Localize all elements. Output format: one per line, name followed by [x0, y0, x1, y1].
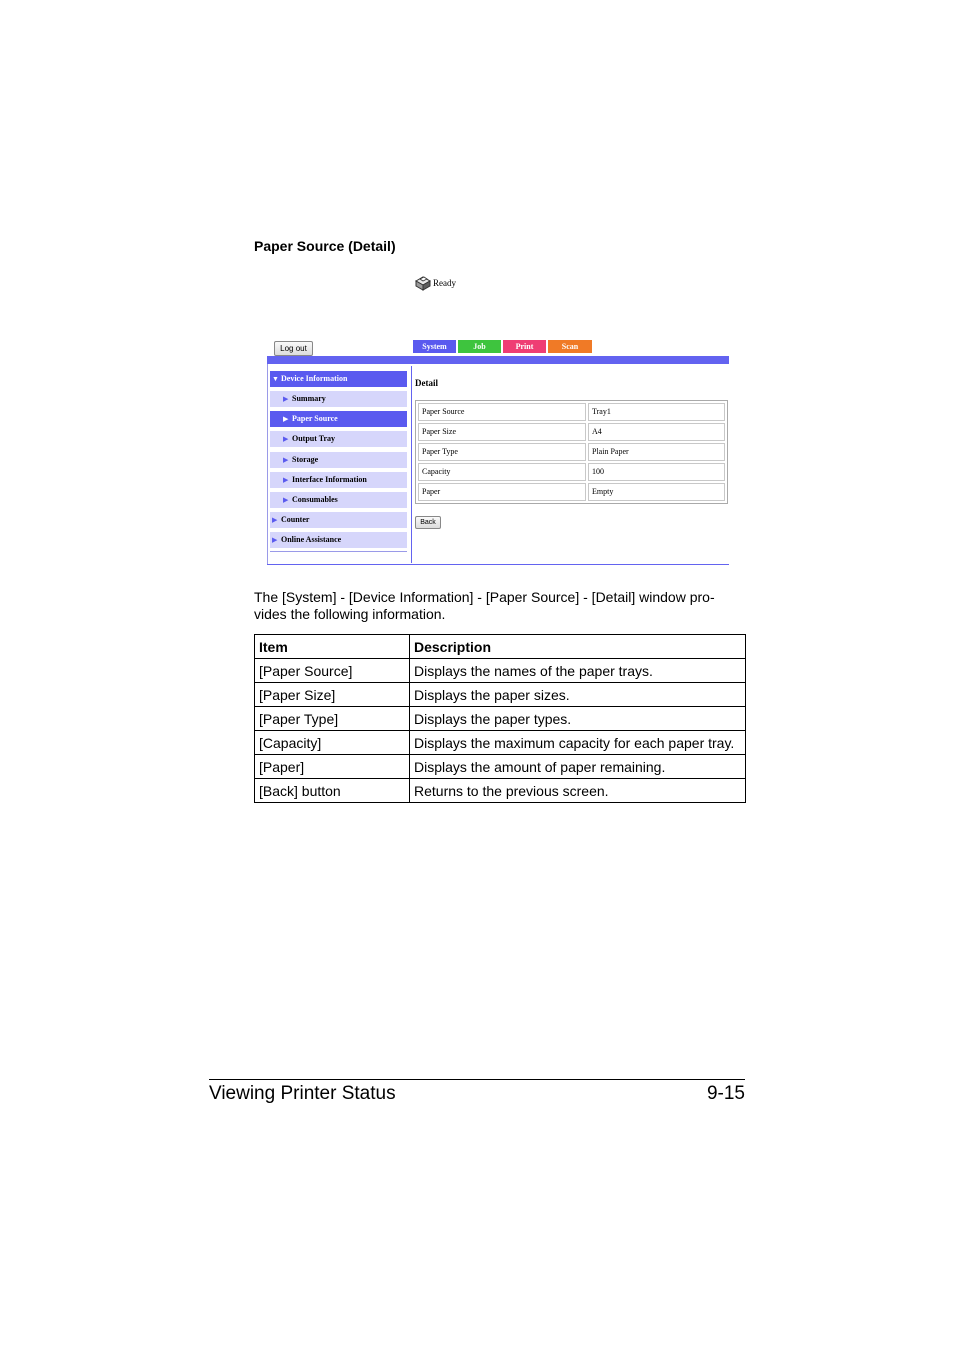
nav-item-label: Output Tray — [292, 434, 336, 443]
column-header-description: Description — [410, 635, 746, 659]
table-row — [255, 659, 746, 683]
table-row — [255, 755, 746, 779]
nav-item-online-assistance[interactable] — [270, 532, 407, 548]
nav-item-label: Interface Information — [292, 475, 367, 484]
status-text: Ready — [433, 278, 456, 288]
chevron-right-icon: ▶ — [283, 395, 289, 403]
logout-button[interactable]: Log out — [274, 341, 313, 356]
footer-title: Viewing Printer Status — [209, 1083, 396, 1104]
item-cell: [Paper Type] — [255, 707, 410, 731]
chevron-right-icon: ▶ — [283, 435, 289, 443]
table-row — [255, 731, 746, 755]
detail-table — [415, 400, 728, 504]
content-divider — [411, 366, 412, 563]
table-row — [418, 403, 725, 421]
tab-system[interactable]: System — [413, 340, 456, 353]
nav-item-counter[interactable] — [270, 512, 407, 528]
header-bar — [267, 356, 729, 364]
description-table — [254, 634, 746, 803]
detail-value: Plain Paper — [588, 443, 725, 461]
chevron-right-icon: ▶ — [283, 476, 289, 484]
item-cell: [Paper Size] — [255, 683, 410, 707]
description-cell: Displays the paper sizes. — [410, 683, 746, 707]
nav-item-storage[interactable] — [270, 452, 407, 468]
description-cell: Returns to the previous screen. — [410, 779, 746, 803]
section-title: Paper Source (Detail) — [254, 238, 396, 254]
tab-scan[interactable]: Scan — [548, 340, 592, 353]
bottom-border — [267, 564, 729, 565]
item-cell: [Paper] — [255, 755, 410, 779]
description-cell: Displays the paper types. — [410, 707, 746, 731]
nav-item-label: Counter — [281, 515, 310, 524]
nav-item-label: Summary — [292, 394, 326, 403]
table-row — [418, 463, 725, 481]
detail-key: Paper — [418, 483, 586, 501]
back-button[interactable]: Back — [415, 516, 441, 529]
intro-paragraph: The [System] - [Device Information] - [Paper Source] - [Detail] window pro-vides the following information. — [254, 589, 715, 622]
nav-divider — [270, 551, 407, 552]
page-number: 9-15 — [706, 1083, 745, 1104]
nav-item-output-tray[interactable] — [270, 431, 407, 447]
detail-value: Empty — [588, 483, 725, 501]
detail-value: Tray1 — [588, 403, 725, 421]
description-cell: Displays the amount of paper remaining. — [410, 755, 746, 779]
detail-key: Paper Size — [418, 423, 586, 441]
chevron-right-icon: ▶ — [272, 536, 278, 544]
table-row — [255, 707, 746, 731]
nav-item-label: Consumables — [292, 495, 338, 504]
table-row — [418, 423, 725, 441]
table-row — [418, 483, 725, 501]
nav-item-label: Online Assistance — [281, 535, 342, 544]
chevron-right-icon: ▶ — [283, 456, 289, 464]
table-row — [255, 779, 746, 803]
detail-value: A4 — [588, 423, 725, 441]
footer-rule — [209, 1079, 745, 1080]
chevron-down-icon: ▼ — [272, 375, 279, 383]
detail-value: 100 — [588, 463, 725, 481]
chevron-right-icon: ▶ — [283, 415, 289, 423]
nav-item-label: Storage — [292, 455, 319, 464]
nav-item-label: Device Information — [281, 374, 348, 383]
detail-key: Paper Source — [418, 403, 586, 421]
nav-item-paper-source[interactable] — [270, 411, 407, 427]
table-row — [418, 443, 725, 461]
detail-key: Paper Type — [418, 443, 586, 461]
nav-item-consumables[interactable] — [270, 492, 407, 508]
chevron-right-icon: ▶ — [272, 516, 278, 524]
chevron-right-icon: ▶ — [283, 496, 289, 504]
table-row — [255, 683, 746, 707]
description-cell: Displays the maximum capacity for each paper tray. — [410, 731, 746, 755]
detail-key: Capacity — [418, 463, 586, 481]
item-cell: [Paper Source] — [255, 659, 410, 683]
description-cell: Displays the names of the paper trays. — [410, 659, 746, 683]
nav-item-interface-information[interactable] — [270, 472, 407, 488]
detail-title: Detail — [415, 378, 438, 388]
nav-item-label: Paper Source — [292, 414, 338, 423]
item-cell: [Back] button — [255, 779, 410, 803]
tab-job[interactable]: Job — [458, 340, 501, 353]
nav-item-device-information[interactable] — [270, 371, 407, 387]
nav-item-summary[interactable] — [270, 391, 407, 407]
table-header-row — [255, 635, 746, 659]
column-header-item: Item — [255, 635, 410, 659]
printer-icon — [414, 274, 432, 292]
left-border — [267, 364, 268, 565]
tab-print[interactable]: Print — [503, 340, 546, 353]
item-cell: [Capacity] — [255, 731, 410, 755]
